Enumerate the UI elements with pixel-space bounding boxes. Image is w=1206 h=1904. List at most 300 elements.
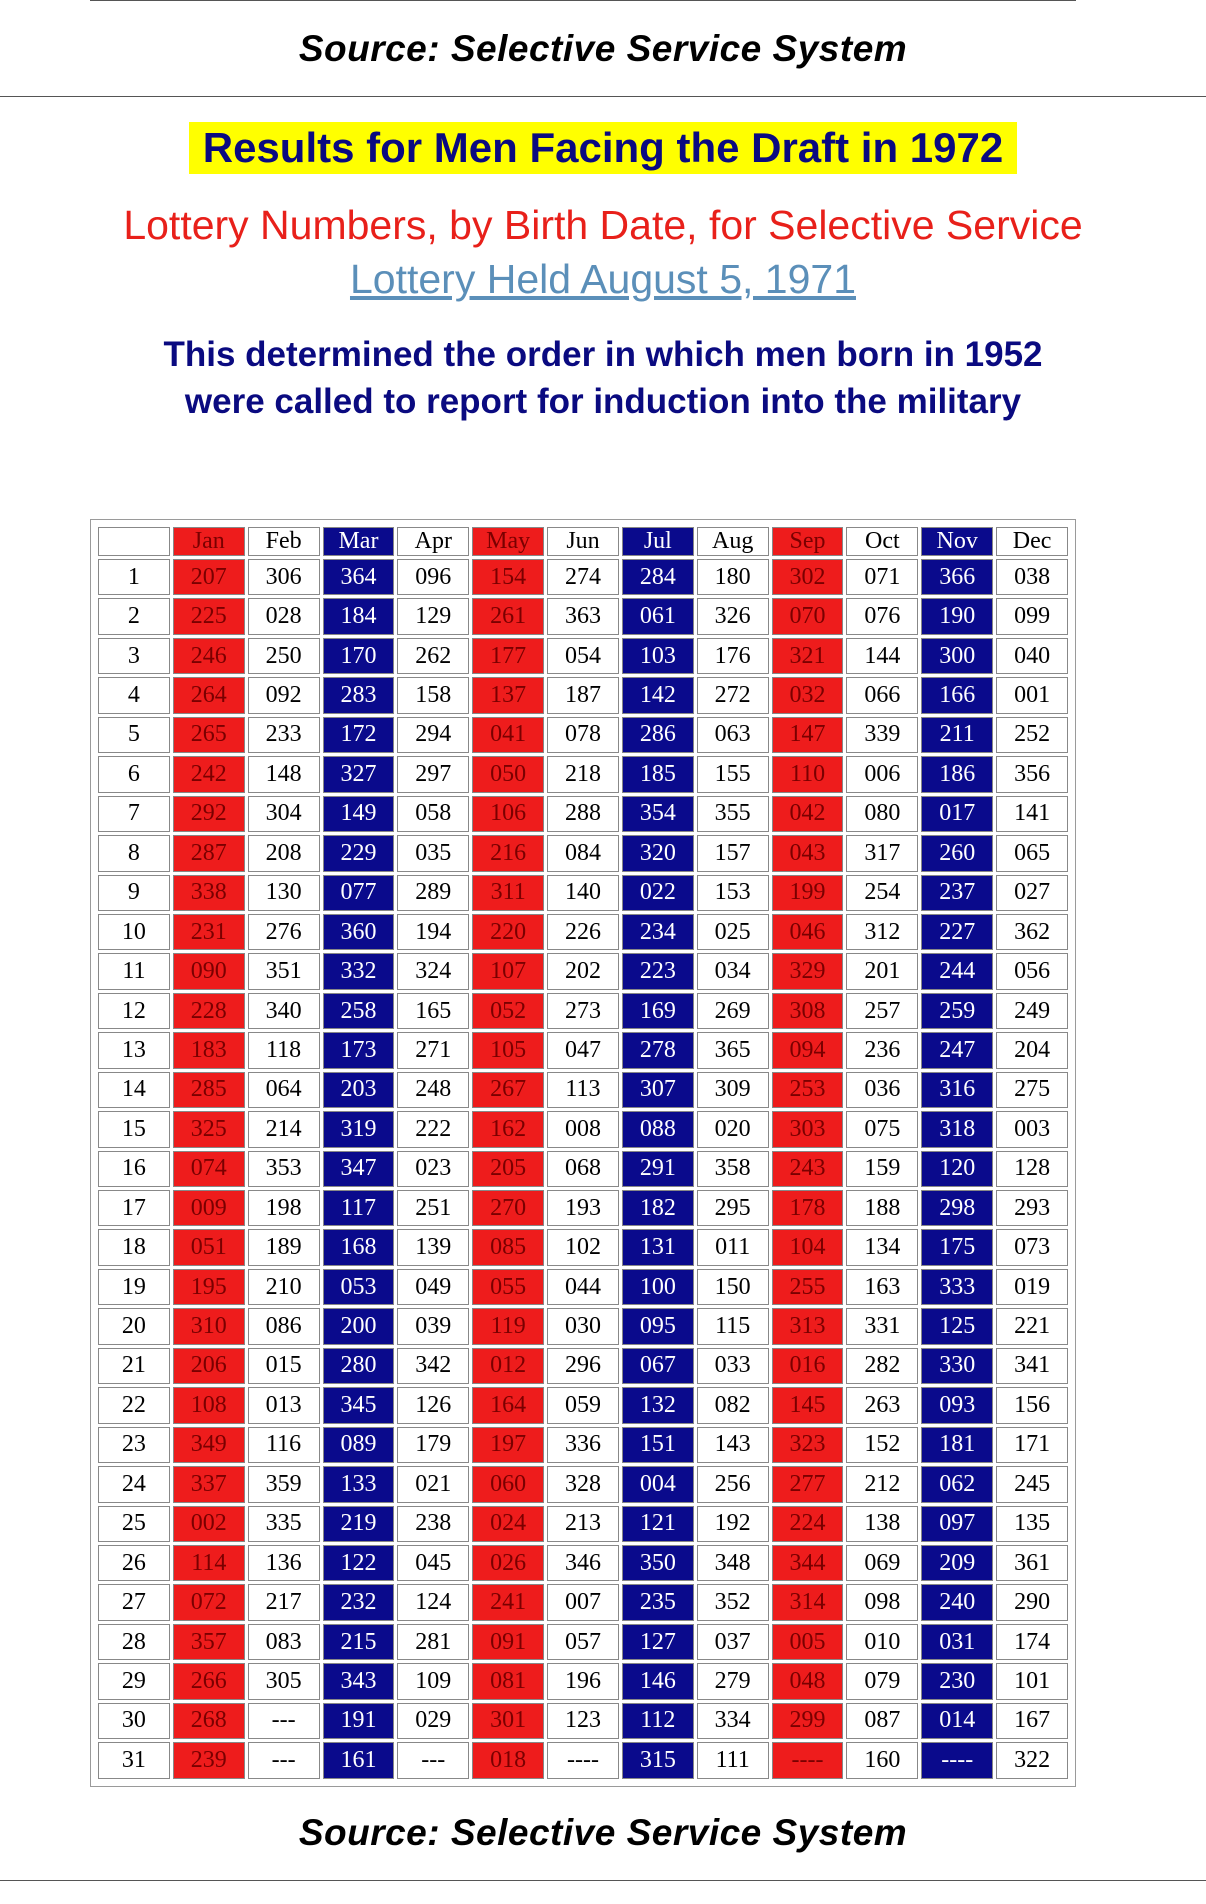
day-number: 9 <box>98 875 170 911</box>
day-number: 25 <box>98 1506 170 1542</box>
lottery-number-cell: 074 <box>173 1151 245 1187</box>
lottery-number-cell: 296 <box>547 1348 619 1384</box>
lottery-number-cell: 301 <box>472 1703 544 1739</box>
lottery-number-cell: 119 <box>472 1308 544 1344</box>
lottery-number-cell: 295 <box>697 1190 769 1226</box>
lottery-number-cell: 029 <box>397 1703 469 1739</box>
lottery-number-cell: 262 <box>397 638 469 674</box>
table-row <box>98 756 1068 792</box>
lottery-number-cell: 034 <box>697 953 769 989</box>
lottery-number-cell: 258 <box>323 993 395 1029</box>
lottery-number-cell: 139 <box>397 1229 469 1265</box>
lottery-number-cell: 237 <box>921 875 993 911</box>
lottery-number-cell: 101 <box>996 1663 1068 1699</box>
lottery-number-cell: 310 <box>173 1308 245 1344</box>
lottery-number-cell: 004 <box>622 1466 694 1502</box>
table-row <box>98 638 1068 674</box>
day-number: 22 <box>98 1387 170 1423</box>
lottery-number-cell: 175 <box>921 1229 993 1265</box>
lottery-number-cell: 041 <box>472 717 544 753</box>
lottery-number-cell: 098 <box>846 1584 918 1620</box>
lottery-number-cell: 028 <box>248 598 320 634</box>
subtitle: Lottery Numbers, by Birth Date, for Selective Service <box>123 202 1083 248</box>
lottery-number-cell: 246 <box>173 638 245 674</box>
lottery-number-cell: 163 <box>846 1269 918 1305</box>
lottery-number-cell: 302 <box>772 559 844 595</box>
lottery-number-cell: 201 <box>846 953 918 989</box>
lottery-number-cell: 321 <box>772 638 844 674</box>
lottery-number-cell: 156 <box>996 1387 1068 1423</box>
lottery-number-cell: 062 <box>921 1466 993 1502</box>
lottery-number-cell: 273 <box>547 993 619 1029</box>
lottery-number-cell: ---- <box>772 1742 844 1779</box>
lottery-number-cell: 218 <box>547 756 619 792</box>
day-number: 5 <box>98 717 170 753</box>
lottery-number-cell: 155 <box>697 756 769 792</box>
lottery-number-cell: 184 <box>323 598 395 634</box>
lottery-number-cell: 305 <box>248 1663 320 1699</box>
day-number: 8 <box>98 835 170 871</box>
lottery-number-cell: 043 <box>772 835 844 871</box>
month-header-jun: Jun <box>547 527 619 556</box>
lottery-number-cell: 290 <box>996 1584 1068 1620</box>
lottery-number-cell: 200 <box>323 1308 395 1344</box>
lottery-number-cell: 142 <box>622 677 694 713</box>
lottery-number-cell: 053 <box>323 1269 395 1305</box>
lottery-number-cell: 026 <box>472 1545 544 1581</box>
lottery-number-cell: 001 <box>996 677 1068 713</box>
lottery-number-cell: 061 <box>622 598 694 634</box>
lottery-number-cell: 019 <box>996 1269 1068 1305</box>
lottery-date-link[interactable]: Lottery Held August 5, 1971 <box>349 256 856 302</box>
lottery-number-cell: 127 <box>622 1624 694 1660</box>
lottery-number-cell: 027 <box>996 875 1068 911</box>
lottery-number-cell: 056 <box>996 953 1068 989</box>
lottery-number-cell: 263 <box>846 1387 918 1423</box>
lottery-number-cell: 038 <box>996 559 1068 595</box>
lottery-number-cell: 229 <box>323 835 395 871</box>
lottery-number-cell: 227 <box>921 914 993 950</box>
lottery-number-cell: 126 <box>397 1387 469 1423</box>
table-row <box>98 1111 1068 1147</box>
lottery-number-cell: 059 <box>547 1387 619 1423</box>
lottery-number-cell: 198 <box>248 1190 320 1226</box>
lottery-number-cell: 283 <box>323 677 395 713</box>
lottery-number-cell: 120 <box>921 1151 993 1187</box>
lottery-number-cell: 294 <box>397 717 469 753</box>
lottery-number-cell: 137 <box>472 677 544 713</box>
lottery-number-cell: 189 <box>248 1229 320 1265</box>
table-row <box>98 1387 1068 1423</box>
lottery-number-cell: 187 <box>547 677 619 713</box>
lottery-number-cell: 276 <box>248 914 320 950</box>
lottery-number-cell: 051 <box>173 1229 245 1265</box>
month-header-may: May <box>472 527 544 556</box>
lottery-number-cell: 165 <box>397 993 469 1029</box>
lottery-number-cell: 102 <box>547 1229 619 1265</box>
lottery-number-cell: 240 <box>921 1584 993 1620</box>
lottery-number-cell: 076 <box>846 598 918 634</box>
lottery-number-cell: 005 <box>772 1624 844 1660</box>
day-number: 6 <box>98 756 170 792</box>
lottery-number-cell: 089 <box>323 1427 395 1463</box>
lottery-number-cell: 271 <box>397 1032 469 1068</box>
lottery-number-cell: 012 <box>472 1348 544 1384</box>
lottery-number-cell: 153 <box>697 875 769 911</box>
lottery-number-cell: 022 <box>622 875 694 911</box>
lottery-number-cell: 177 <box>472 638 544 674</box>
lottery-number-cell: 242 <box>173 756 245 792</box>
table-row <box>98 1269 1068 1305</box>
lottery-number-cell: 257 <box>846 993 918 1029</box>
lottery-number-cell: 025 <box>697 914 769 950</box>
lottery-number-cell: 361 <box>996 1545 1068 1581</box>
lottery-number-cell: 337 <box>173 1466 245 1502</box>
lottery-number-cell: 105 <box>472 1032 544 1068</box>
lottery-number-cell: 340 <box>248 993 320 1029</box>
lottery-number-cell: 210 <box>248 1269 320 1305</box>
day-number: 21 <box>98 1348 170 1384</box>
lottery-number-cell: 249 <box>996 993 1068 1029</box>
lottery-number-cell: 199 <box>772 875 844 911</box>
lottery-number-cell: 170 <box>323 638 395 674</box>
lottery-number-cell: 143 <box>697 1427 769 1463</box>
lottery-number-cell: 281 <box>397 1624 469 1660</box>
month-header-oct: Oct <box>846 527 918 556</box>
lottery-number-cell: 355 <box>697 796 769 832</box>
lottery-number-cell: 024 <box>472 1506 544 1542</box>
lottery-number-cell: 158 <box>397 677 469 713</box>
lottery-number-cell: 081 <box>472 1663 544 1699</box>
lottery-number-cell: 135 <box>996 1506 1068 1542</box>
day-number: 3 <box>98 638 170 674</box>
lottery-number-cell: 047 <box>547 1032 619 1068</box>
lottery-number-cell: 169 <box>622 993 694 1029</box>
lottery-number-cell: 341 <box>996 1348 1068 1384</box>
lottery-number-cell: 192 <box>697 1506 769 1542</box>
lottery-number-cell: 167 <box>996 1703 1068 1739</box>
month-header-nov: Nov <box>921 527 993 556</box>
lottery-number-cell: 136 <box>248 1545 320 1581</box>
day-number: 19 <box>98 1269 170 1305</box>
lottery-number-cell: 230 <box>921 1663 993 1699</box>
lottery-number-cell: 114 <box>173 1545 245 1581</box>
lottery-number-cell: 284 <box>622 559 694 595</box>
lottery-number-cell: 350 <box>622 1545 694 1581</box>
lottery-number-cell: 092 <box>248 677 320 713</box>
lottery-number-cell: 063 <box>697 717 769 753</box>
lottery-number-cell: 023 <box>397 1151 469 1187</box>
lottery-number-cell: 250 <box>248 638 320 674</box>
lottery-number-cell: 095 <box>622 1308 694 1344</box>
lottery-number-cell: 270 <box>472 1190 544 1226</box>
day-number: 12 <box>98 993 170 1029</box>
lottery-number-cell: 176 <box>697 638 769 674</box>
table-row <box>98 1032 1068 1068</box>
lottery-number-cell: 327 <box>323 756 395 792</box>
lottery-number-cell: 191 <box>323 1703 395 1739</box>
lottery-number-cell: 090 <box>173 953 245 989</box>
day-number: 23 <box>98 1427 170 1463</box>
table-row <box>98 1466 1068 1502</box>
lottery-number-cell: 304 <box>248 796 320 832</box>
lottery-number-cell: 247 <box>921 1032 993 1068</box>
lottery-number-cell: 124 <box>397 1584 469 1620</box>
table-row <box>98 1308 1068 1344</box>
month-header-aug: Aug <box>697 527 769 556</box>
lottery-number-cell: 132 <box>622 1387 694 1423</box>
lottery-number-cell: 202 <box>547 953 619 989</box>
lottery-number-cell: 306 <box>248 559 320 595</box>
lottery-number-cell: 268 <box>173 1703 245 1739</box>
lottery-number-cell: 260 <box>921 835 993 871</box>
lottery-number-cell: 285 <box>173 1072 245 1108</box>
lottery-number-cell: 311 <box>472 875 544 911</box>
table-row <box>98 598 1068 634</box>
lottery-number-cell: 168 <box>323 1229 395 1265</box>
table-row <box>98 1348 1068 1384</box>
lottery-number-cell: 211 <box>921 717 993 753</box>
lottery-number-cell: --- <box>397 1742 469 1779</box>
lottery-number-cell: 097 <box>921 1506 993 1542</box>
table-row <box>98 1624 1068 1660</box>
lottery-number-cell: 323 <box>772 1427 844 1463</box>
table-row <box>98 559 1068 595</box>
lottery-number-cell: 243 <box>772 1151 844 1187</box>
day-number: 7 <box>98 796 170 832</box>
lottery-number-cell: 069 <box>846 1545 918 1581</box>
lottery-number-cell: 006 <box>846 756 918 792</box>
table-row <box>98 1584 1068 1620</box>
lottery-number-cell: 117 <box>323 1190 395 1226</box>
lottery-number-cell: 308 <box>772 993 844 1029</box>
lottery-number-cell: ---- <box>921 1742 993 1779</box>
lottery-number-cell: 217 <box>248 1584 320 1620</box>
lottery-number-cell: 186 <box>921 756 993 792</box>
lottery-number-cell: 279 <box>697 1663 769 1699</box>
lottery-number-cell: 171 <box>996 1427 1068 1463</box>
lottery-number-cell: 207 <box>173 559 245 595</box>
lottery-number-cell: 297 <box>397 756 469 792</box>
month-header-sep: Sep <box>772 527 844 556</box>
lottery-number-cell: 054 <box>547 638 619 674</box>
lottery-number-cell: ---- <box>547 1742 619 1779</box>
source-top: Source: Selective Service System <box>298 28 908 69</box>
lottery-number-cell: 164 <box>472 1387 544 1423</box>
lottery-number-cell: 245 <box>996 1466 1068 1502</box>
lottery-number-cell: 018 <box>472 1742 544 1779</box>
lottery-number-cell: 331 <box>846 1308 918 1344</box>
lottery-number-cell: 194 <box>397 914 469 950</box>
lottery-number-cell: 173 <box>323 1032 395 1068</box>
lottery-number-cell: 065 <box>996 835 1068 871</box>
lottery-number-cell: 037 <box>697 1624 769 1660</box>
lottery-number-cell: 046 <box>772 914 844 950</box>
lottery-number-cell: 354 <box>622 796 694 832</box>
lottery-number-cell: 266 <box>173 1663 245 1699</box>
lottery-number-cell: 068 <box>547 1151 619 1187</box>
lottery-number-cell: --- <box>248 1742 320 1779</box>
day-number: 4 <box>98 677 170 713</box>
lottery-number-cell: 040 <box>996 638 1068 674</box>
lottery-number-cell: 110 <box>772 756 844 792</box>
lottery-number-cell: 057 <box>547 1624 619 1660</box>
lottery-number-cell: 141 <box>996 796 1068 832</box>
lottery-number-cell: 183 <box>173 1032 245 1068</box>
lottery-number-cell: 267 <box>472 1072 544 1108</box>
lottery-number-cell: 312 <box>846 914 918 950</box>
lottery-number-cell: 188 <box>846 1190 918 1226</box>
lottery-number-cell: 015 <box>248 1348 320 1384</box>
table-row <box>98 796 1068 832</box>
lottery-number-cell: 205 <box>472 1151 544 1187</box>
lottery-number-cell: 343 <box>323 1663 395 1699</box>
lottery-number-cell: 160 <box>846 1742 918 1779</box>
lottery-number-cell: 314 <box>772 1584 844 1620</box>
lottery-number-cell: 039 <box>397 1308 469 1344</box>
lottery-number-cell: 162 <box>472 1111 544 1147</box>
day-number: 29 <box>98 1663 170 1699</box>
lottery-number-cell: 223 <box>622 953 694 989</box>
table-row <box>98 914 1068 950</box>
lottery-number-cell: 320 <box>622 835 694 871</box>
lottery-number-cell: 125 <box>921 1308 993 1344</box>
lottery-number-cell: 231 <box>173 914 245 950</box>
lottery-number-cell: 363 <box>547 598 619 634</box>
day-number: 30 <box>98 1703 170 1739</box>
lottery-number-cell: 104 <box>772 1229 844 1265</box>
lottery-number-cell: 010 <box>846 1624 918 1660</box>
lottery-number-cell: 277 <box>772 1466 844 1502</box>
lottery-number-cell: 179 <box>397 1427 469 1463</box>
lottery-number-cell: 203 <box>323 1072 395 1108</box>
lottery-number-cell: 196 <box>547 1663 619 1699</box>
lottery-number-cell: 358 <box>697 1151 769 1187</box>
lottery-number-cell: 288 <box>547 796 619 832</box>
lottery-number-cell: 084 <box>547 835 619 871</box>
lottery-number-cell: 347 <box>323 1151 395 1187</box>
lottery-number-cell: 071 <box>846 559 918 595</box>
lottery-number-cell: 067 <box>622 1348 694 1384</box>
lottery-number-cell: 335 <box>248 1506 320 1542</box>
lottery-number-cell: 118 <box>248 1032 320 1068</box>
lottery-number-cell: 360 <box>323 914 395 950</box>
lottery-number-cell: 317 <box>846 835 918 871</box>
lottery-number-cell: 133 <box>323 1466 395 1502</box>
lottery-number-cell: 346 <box>547 1545 619 1581</box>
source-bottom: Source: Selective Service System <box>298 1812 908 1853</box>
table-row <box>98 1427 1068 1463</box>
lottery-number-cell: 236 <box>846 1032 918 1068</box>
day-number: 20 <box>98 1308 170 1344</box>
table-row <box>98 1229 1068 1265</box>
lottery-number-cell: 020 <box>697 1111 769 1147</box>
lottery-number-cell: 326 <box>697 598 769 634</box>
lottery-number-cell: 085 <box>472 1229 544 1265</box>
day-number: 15 <box>98 1111 170 1147</box>
table-row <box>98 1663 1068 1699</box>
lottery-number-cell: 166 <box>921 677 993 713</box>
lottery-number-cell: 353 <box>248 1151 320 1187</box>
lottery-number-cell: 319 <box>323 1111 395 1147</box>
lottery-number-cell: 293 <box>996 1190 1068 1226</box>
lottery-number-cell: 093 <box>921 1387 993 1423</box>
lottery-number-cell: 161 <box>323 1742 395 1779</box>
lottery-number-cell: 013 <box>248 1387 320 1423</box>
lottery-number-cell: 344 <box>772 1545 844 1581</box>
lottery-number-cell: 035 <box>397 835 469 871</box>
lottery-number-cell: 185 <box>622 756 694 792</box>
top-rule <box>90 0 1076 1</box>
lottery-number-cell: 307 <box>622 1072 694 1108</box>
lottery-number-cell: 274 <box>547 559 619 595</box>
lottery-number-cell: 148 <box>248 756 320 792</box>
lottery-number-cell: 215 <box>323 1624 395 1660</box>
lottery-number-cell: 232 <box>323 1584 395 1620</box>
lottery-number-cell: 082 <box>697 1387 769 1423</box>
lottery-number-cell: 357 <box>173 1624 245 1660</box>
lottery-number-cell: 272 <box>697 677 769 713</box>
month-header-feb: Feb <box>248 527 320 556</box>
lottery-number-cell: 094 <box>772 1032 844 1068</box>
lottery-number-cell: 348 <box>697 1545 769 1581</box>
lottery-number-cell: 235 <box>622 1584 694 1620</box>
day-number: 1 <box>98 559 170 595</box>
lottery-number-cell: 123 <box>547 1703 619 1739</box>
month-header-jan: Jan <box>173 527 245 556</box>
lottery-number-cell: 140 <box>547 875 619 911</box>
page-title: Results for Men Facing the Draft in 1972 <box>189 122 1018 174</box>
lottery-number-cell: 332 <box>323 953 395 989</box>
day-number: 31 <box>98 1742 170 1779</box>
lottery-number-cell: 362 <box>996 914 1068 950</box>
day-number: 10 <box>98 914 170 950</box>
lottery-number-cell: 033 <box>697 1348 769 1384</box>
lottery-number-cell: 152 <box>846 1427 918 1463</box>
lottery-number-cell: 058 <box>397 796 469 832</box>
lottery-number-cell: 289 <box>397 875 469 911</box>
table-row <box>98 1742 1068 1779</box>
lottery-number-cell: 086 <box>248 1308 320 1344</box>
lottery-number-cell: 032 <box>772 677 844 713</box>
lottery-number-cell: 178 <box>772 1190 844 1226</box>
lottery-number-cell: 224 <box>772 1506 844 1542</box>
lottery-number-cell: 351 <box>248 953 320 989</box>
lottery-number-cell: 064 <box>248 1072 320 1108</box>
lottery-number-cell: 088 <box>622 1111 694 1147</box>
lottery-number-cell: 083 <box>248 1624 320 1660</box>
lottery-number-cell: 193 <box>547 1190 619 1226</box>
day-number: 17 <box>98 1190 170 1226</box>
table-row <box>98 1703 1068 1739</box>
lottery-number-cell: 096 <box>397 559 469 595</box>
lottery-number-cell: 009 <box>173 1190 245 1226</box>
day-number: 24 <box>98 1466 170 1502</box>
lottery-number-cell: 252 <box>996 717 1068 753</box>
lottery-number-cell: 254 <box>846 875 918 911</box>
month-header-jul: Jul <box>622 527 694 556</box>
lottery-number-cell: 299 <box>772 1703 844 1739</box>
lottery-number-cell: 109 <box>397 1663 469 1699</box>
lottery-number-cell: 106 <box>472 796 544 832</box>
lottery-number-cell: 275 <box>996 1072 1068 1108</box>
month-header-dec: Dec <box>996 527 1068 556</box>
lottery-number-cell: 259 <box>921 993 993 1029</box>
lottery-number-cell: 282 <box>846 1348 918 1384</box>
lottery-number-cell: 149 <box>323 796 395 832</box>
lottery-number-cell: 366 <box>921 559 993 595</box>
lottery-number-cell: 206 <box>173 1348 245 1384</box>
